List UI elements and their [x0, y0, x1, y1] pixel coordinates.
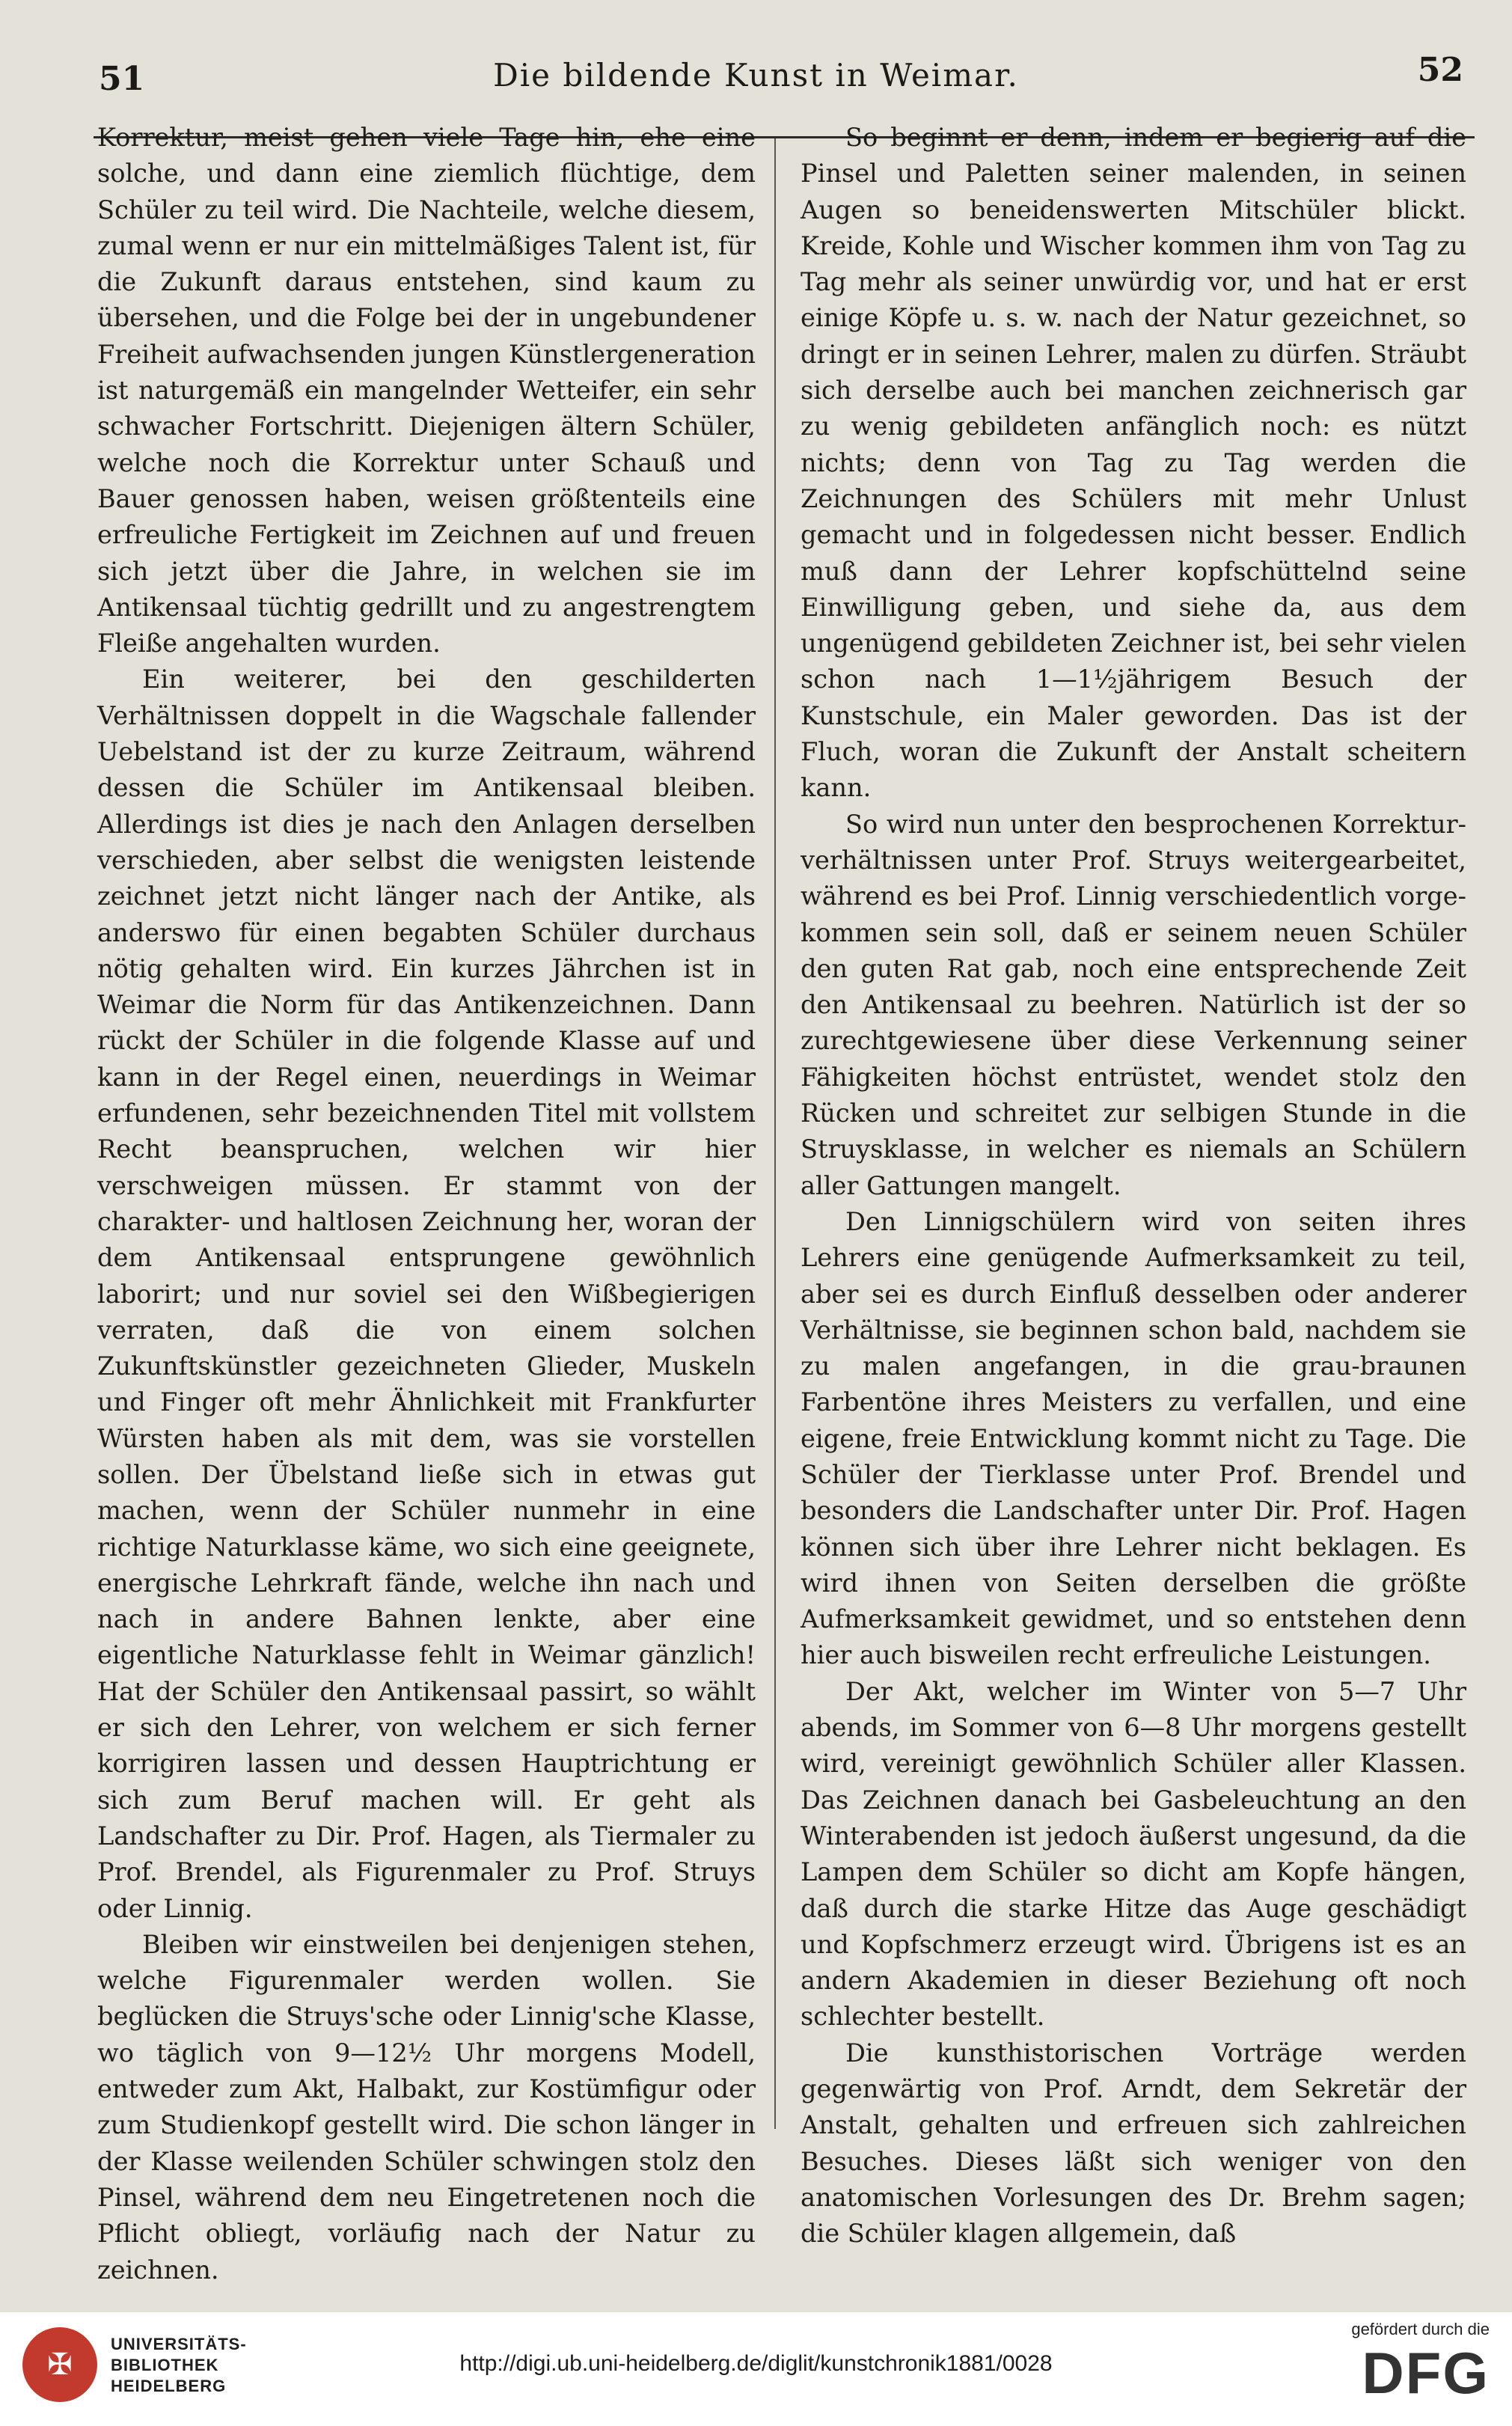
page-number-left: 51: [99, 60, 145, 98]
column-divider: [774, 138, 776, 2129]
footer-bar: [0, 2312, 1512, 2426]
funding-text: gefördert durch die: [1351, 2320, 1490, 2338]
right-column: [801, 120, 1466, 2249]
dfg-wordmark: DFG: [1362, 2340, 1490, 2406]
paragraph: Bleiben wir einstweilen bei denjenigen stehen, welche Figurenmaler werden wollen. Sie beglücken die Struys'sche oder Linnig'sche Klasse, wo täglich von 9—12½ Uhr morgens Modell, entweder zum Akt, Halbakt, zur Kostümfigur oder zum Studienkopf gestellt wird. Die schon länger in der Klasse weilenden Schüler schwingen stolz den Pinsel, während dem neu Eingetretenen noch die Pflicht obliegt, vorläufig nach der Natur zu zeichnen.: [97, 1929, 756, 2285]
logo-text-line: BIBLIOTHEK: [111, 2356, 219, 2374]
page-header: [0, 45, 1512, 112]
university-seal-icon: ✠: [22, 2327, 97, 2402]
source-url-link[interactable]: http://digi.ub.uni-heidelberg.de/diglit/kunstchronik1881/0028: [459, 2351, 1053, 2376]
paragraph: So beginnt er denn, indem er begierig auf die Pinsel und Paletten seiner malenden, in seinen Augen so beneidenswerten Mitschüler blickt. Kreide, Kohle und Wischer kommen ihm von Tag zu Tag mehr als seiner unwürdig vor, und hat er erst einige Köpfe u. s. w. nach der Natur gezeichnet, so dringt er in seinen Lehrer, malen zu dürfen. Sträubt sich derselbe auch bei manchen zeichnerisch gar zu wenig gebildeten anfänglich noch: es nützt nichts; denn von Tag zu Tag werden die Zeichnungen des Schülers mit mehr Unlust gemacht und in folgedessen nicht besser. Endlich muß dann der Lehrer kopfschüttelnd seine Einwilligung geben, und siehe da, aus dem ungenügend gebildeten Zeichner ist, bei sehr vielen schon nach 1—1½jährigem Besuch der Kunstschule, ein Maler geworden. Das ist der Fluch, woran die Zukunft der Anstalt scheitern kann.: [801, 123, 1466, 803]
logo-text-line: HEIDELBERG: [111, 2377, 227, 2395]
paragraph: So wird nun unter den besprochenen Korrekturverhältnissen unter Prof. Struys weitergearbeitet, während es bei Prof. Linnig verschiedentlich vorgekommen sein soll, daß er seinem neuen Schüler den guten Rat gab, noch eine entsprechende Zeit den Antikensaal zu beehren. Natürlich ist der so zurechtgewiesene über diese Verkennung seiner Fähigkeiten höchst entrüstet, wendet stolz den Rücken und schreitet zur selbigen Stunde in die Struysklasse, in welcher es niemals an Schülern aller Gattungen mangelt.: [801, 809, 1466, 1200]
paragraph: Den Linnigschülern wird von seiten ihres Lehrers eine genügende Aufmerksamkeit zu teil, aber sei es durch Einfluß desselben oder anderer Verhältnisse, sie beginnen schon bald, nachdem sie zu malen angefangen, in die grau-braunen Farbentöne ihres Meisters zu verfallen, und eine eigene, freie Entwicklung kommt nicht zu Tage. Die Schüler der Tierklasse unter Prof. Brendel und besonders die Landschafter unter Dir. Prof. Hagen können sich über ihre Lehrer nicht beklagen. Es wird ihnen von Seiten derselben die größte Aufmerksamkeit gewidmet, und so entstehen denn hier auch bisweilen recht erfreuliche Leistungen.: [801, 1206, 1466, 1670]
paragraph: Die kunsthistorischen Vorträge werden gegenwärtig von Prof. Arndt, dem Sekretär der Anstalt, gehalten und erfreuen sich zahlreichen Besuches. Dieses läßt sich weniger von den anatomischen Vorlesungen des Dr. Brehm sagen; die Schüler klagen allgemein, daß: [801, 2038, 1466, 2249]
logo-text-line: UNIVERSITÄTS-: [111, 2335, 247, 2353]
left-column: [97, 120, 756, 2285]
paragraph: Korrektur, meist gehen viele Tage hin, ehe eine solche, und dann eine ziemlich flüchtige, dem Schüler zu teil wird. Die Nachteile, welche diesem, zumal wenn er nur ein mittelmäßiges Talent ist, für die Zukunft daraus entstehen, sind kaum zu übersehen, und die Folge bei der in ungebundener Freiheit aufwachsenden jungen Künstlergeneration ist naturgemäß ein mangelnder Wetteifer, ein sehr schwacher Fortschritt. Diejenigen ältern Schüler, welche noch die Korrektur unter Schauß und Bauer genossen haben, weisen größtenteils eine erfreuliche Fertigkeit im Zeichnen auf und freuen sich jetzt über die Jahre, in welchen sie im Antikensaal tüchtig gedrillt und zu angestrengtem Fleiße angehalten wurden.: [97, 123, 756, 659]
dfg-funding-logo[interactable]: [1317, 2320, 1490, 2417]
paragraph: Der Akt, welcher im Winter von 5—7 Uhr abends, im Sommer von 6—8 Uhr morgens gestellt wird, vereinigt gewöhnlich Schüler aller Klassen. Das Zeichnen danach bei Gasbeleuchtung an den Winterabenden ist jedoch äußerst ungesund, da die Lampen dem Schüler so dicht am Kopfe hängen, daß durch die starke Hitze das Auge geschädigt und Kopfschmerz erzeugt wird. Übrigens ist es an andern Akademien in dieser Beziehung oft noch schlechter bestellt.: [801, 1676, 1466, 2032]
page-number-right: 52: [1417, 51, 1463, 89]
paragraph: Ein weiterer, bei den geschilderten Verhältnissen doppelt in die Wagschale fallender Uebelstand ist der zu kurze Zeitraum, während dessen die Schüler im Antikensaal bleiben. Allerdings ist dies je nach den Anlagen derselben verschieden, aber selbst die wenigsten leistende zeichnet jetzt nicht länger nach der Antike, als anderswo für einen begabten Schüler durchaus nötig gehalten wird. Ein kurzes Jährchen ist in Weimar die Norm für das Antikenzeichnen. Dann rückt der Schüler in die folgende Klasse auf und kann in der Regel einen, neuerdings in Weimar erfundenen, sehr bezeichnenden Titel mit vollstem Recht beanspruchen, welchen wir hier verschweigen müssen. Er stammt von der charakter- und haltlosen Zeichnung her, woran der dem Antikensaal entsprungene gewöhnlich laborirt; und nur soviel sei den Wißbegierigen verraten, daß die von einem solchen Zukunftskünstler gezeichneten Glieder, Muskeln und Finger oft mehr Ähnlichkeit mit Frankfurter Würsten haben als mit dem, was sie vorstellen sollen. Der Übelstand ließe sich in etwas gut machen, wenn der Schüler nunmehr in eine richtige Naturklasse käme, wo sich eine geeignete, energische Lehrkraft fände, welche ihn nach und nach in andere Bahnen lenkte, aber eine eigentliche Naturklasse fehlt in Weimar gänzlich! Hat der Schüler den Antikensaal passirt, so wählt er sich den Lehrer, von welchem er sich ferner korrigiren lassen und dessen Hauptrichtung er sich zum Beruf machen will. Er geht als Landschafter zu Dir. Prof. Hagen, als Tiermaler zu Prof. Brendel, als Figurenmaler zu Prof. Struys oder Linnig.: [97, 664, 756, 1923]
running-title: Die bildende Kunst in Weimar.: [493, 57, 1019, 94]
